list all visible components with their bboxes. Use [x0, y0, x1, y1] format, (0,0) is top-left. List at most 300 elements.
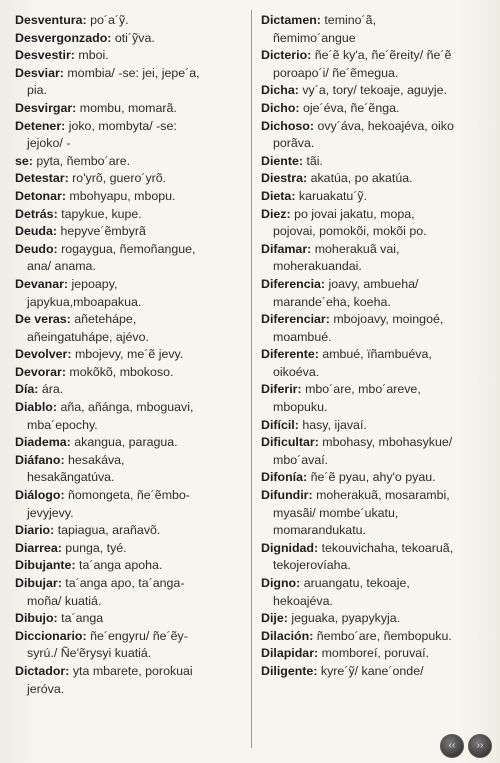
entry-continuation-line — [15, 469, 247, 487]
headword-colon: : — [52, 224, 61, 239]
headword-colon: : — [82, 13, 91, 27]
dictionary-entry — [15, 170, 247, 188]
entry-first-line — [261, 628, 493, 646]
headword-colon: : — [52, 400, 61, 415]
translation: jevyjevy. — [27, 505, 74, 520]
translation: ñembo´are, ñembopuku. — [316, 628, 452, 643]
dictionary-entry — [15, 610, 247, 628]
entry-continuation-line — [15, 505, 247, 523]
entry-continuation-line — [261, 557, 493, 575]
headword-colon: : — [314, 540, 322, 555]
page-navigation — [440, 734, 492, 758]
translation: joko, mombyta/ -se: — [68, 118, 177, 133]
headword: Dilación — [261, 628, 310, 643]
headword: De veras — [15, 312, 67, 327]
headword: Dibujante — [15, 558, 72, 573]
headword: Diez — [261, 206, 287, 221]
headword-colon: : — [60, 488, 69, 503]
entry-first-line — [15, 487, 247, 505]
dictionary-entry — [15, 12, 247, 30]
translation: akatúa, po akatúa. — [310, 171, 413, 186]
dictionary-entry — [261, 575, 493, 610]
entry-first-line — [261, 417, 493, 435]
translation: tapiagua, arañavõ. — [57, 523, 161, 538]
translation: ana/ anama. — [27, 259, 96, 274]
dictionary-entry — [15, 381, 247, 399]
dictionary-entry — [261, 276, 493, 311]
translation: momboreí, poruvaí. — [321, 646, 430, 661]
translation: jeróva. — [27, 681, 65, 696]
dictionary-entry — [261, 170, 493, 188]
translation: oikoéva. — [273, 364, 320, 379]
headword-colon: : — [296, 576, 304, 590]
headword-colon: : — [325, 312, 334, 327]
headword-colon: : — [71, 558, 80, 573]
translation: mba´epochy. — [27, 417, 98, 432]
entry-continuation-line — [261, 294, 493, 312]
translation: ñe´engyru/ ñe´ẽy- — [90, 628, 188, 643]
headword: Desvestir — [15, 48, 71, 63]
translation: tãi. — [306, 153, 323, 168]
entry-first-line — [261, 469, 493, 487]
chevron-right-icon: ›› — [476, 740, 484, 751]
entry-first-line — [15, 276, 247, 294]
translation: moherakuandai. — [273, 259, 362, 274]
dictionary-entry — [15, 241, 247, 276]
entry-continuation-line — [15, 645, 247, 663]
entry-continuation-line — [261, 364, 493, 382]
entry-first-line — [261, 206, 493, 224]
entry-continuation-line — [261, 399, 493, 417]
entry-first-line — [261, 82, 493, 100]
entry-first-line — [261, 487, 493, 505]
headword-colon: : — [66, 312, 75, 327]
headword-colon: : — [307, 241, 315, 256]
entry-continuation-line — [261, 329, 493, 347]
translation: marande´eha, koeha. — [273, 294, 391, 309]
translation: hekoajéva. — [273, 593, 333, 608]
headword: Diadema — [15, 435, 67, 450]
dictionary-entry — [15, 663, 247, 698]
dictionary-entry — [261, 241, 493, 276]
translation: mbohasy, mbohasykue/ — [322, 435, 453, 450]
headword: Diálogo — [15, 488, 61, 503]
headword-colon: : — [286, 206, 295, 221]
headword-colon: : — [61, 188, 70, 203]
headword-colon: : — [308, 488, 317, 503]
headword: Diáfano — [15, 452, 61, 467]
translation: mombu, momarã. — [79, 100, 177, 115]
entry-continuation-line — [261, 223, 493, 241]
headword-colon: : — [320, 276, 329, 291]
entry-continuation-line — [15, 329, 247, 347]
headword-colon: : — [66, 435, 75, 450]
entry-first-line — [15, 346, 247, 364]
dictionary-entry — [15, 540, 247, 558]
entry-first-line — [15, 575, 247, 593]
dictionary-entry — [261, 610, 493, 628]
entry-first-line — [261, 241, 493, 259]
headword: se — [15, 153, 29, 168]
translation: oti´ỹva. — [114, 30, 155, 45]
headword: Detonar — [15, 188, 62, 203]
entry-continuation-line — [261, 65, 493, 83]
translation: moña/ kuatiá. — [27, 593, 102, 608]
entry-first-line — [15, 100, 247, 118]
dictionary-entry — [15, 206, 247, 224]
right-column — [261, 12, 493, 681]
headword-colon: : — [291, 188, 299, 203]
translation: ro'yrõ, guero´yrõ. — [72, 171, 167, 186]
translation: ñomongeta, ñe´ẽmbo- — [68, 488, 190, 503]
entry-first-line — [261, 311, 493, 329]
headword-colon: : — [61, 118, 69, 133]
translation: kyre´ỹ/ kane´onde/ — [320, 663, 424, 678]
dictionary-entry — [15, 188, 247, 206]
headword-colon: : — [64, 171, 73, 186]
translation: jejoko/ - — [27, 136, 71, 151]
headword-colon: : — [70, 48, 79, 63]
dictionary-entry — [261, 417, 493, 435]
dictionary-entry — [15, 346, 247, 364]
headword-colon: : — [314, 347, 323, 362]
translation: japykua,mboapakua. — [27, 294, 142, 309]
headword: Devanar — [15, 276, 64, 291]
entry-first-line — [261, 434, 493, 452]
left-column — [15, 12, 247, 698]
headword-colon: : — [316, 13, 325, 27]
dictionary-entry — [15, 364, 247, 382]
entry-first-line — [261, 540, 493, 558]
translation: jepoapy, — [71, 276, 118, 291]
translation: ñe´ẽ pyau, ahy'o pyau. — [310, 470, 436, 485]
entry-first-line — [15, 170, 247, 188]
entry-first-line — [15, 399, 247, 417]
entry-continuation-line — [261, 522, 493, 540]
entry-continuation-line — [15, 681, 247, 699]
dictionary-entry — [261, 628, 493, 646]
headword: Dilapidar — [261, 646, 315, 661]
entry-first-line — [261, 153, 493, 171]
headword-colon: : — [67, 347, 75, 362]
headword: Dicha — [261, 83, 295, 98]
translation: mbopuku. — [273, 400, 328, 415]
entry-continuation-line — [15, 258, 247, 276]
headword: Devolver — [15, 347, 68, 362]
headword: Dificultar — [261, 435, 315, 450]
headword-colon: : — [53, 241, 62, 256]
translation: po´a´ỹ. — [90, 13, 129, 27]
entry-first-line — [15, 12, 247, 30]
next-page-button[interactable] — [468, 734, 492, 758]
headword-colon: : — [298, 153, 307, 168]
headword-colon: : — [314, 646, 322, 661]
headword-colon: : — [53, 611, 62, 626]
dictionary-entry — [261, 82, 493, 100]
dictionary-entry — [15, 557, 247, 575]
translation: temino´ã, — [324, 13, 377, 27]
dictionary-entry — [15, 434, 247, 452]
headword-colon: : — [307, 48, 315, 63]
entry-first-line — [261, 610, 493, 628]
translation: tekouvichaha, tekoaruã, — [321, 540, 454, 555]
translation: hesakáva, — [68, 452, 125, 467]
translation: joavy, ambueha/ — [328, 276, 419, 291]
headword: Deudo — [15, 241, 54, 256]
translation: ta´anga apo, ta´anga- — [65, 576, 185, 590]
translation: mbojevy, me´ẽ jevy. — [74, 347, 184, 362]
entry-continuation-line — [261, 30, 493, 48]
entry-first-line — [15, 118, 247, 136]
headword: Diablo — [15, 400, 53, 415]
headword: Detrás — [15, 206, 54, 221]
translation: myasãi/ mombe´ukatu, — [273, 505, 399, 520]
entry-continuation-line — [15, 593, 247, 611]
translation: hasy, ijavaí. — [302, 417, 367, 432]
entry-first-line — [15, 30, 247, 48]
headword-colon: : — [294, 83, 303, 98]
headword: Devorar — [15, 364, 62, 379]
headword-colon: : — [295, 100, 303, 115]
headword: Diarrea — [15, 540, 58, 555]
dictionary-entry — [15, 223, 247, 241]
headword: Dije — [261, 611, 284, 626]
translation: mokõkõ, mbokoso. — [69, 364, 174, 379]
headword-colon: : — [303, 470, 311, 485]
headword: Dicho — [261, 100, 296, 115]
headword-colon: : — [28, 153, 37, 168]
entry-first-line — [261, 118, 493, 136]
dictionary-entry — [15, 487, 247, 522]
dictionary-entry — [261, 153, 493, 171]
dictionary-entry — [15, 65, 247, 100]
headword-colon: : — [309, 118, 318, 133]
headword-colon: : — [314, 435, 323, 450]
translation: mbohyapu, mbopu. — [69, 188, 176, 203]
headword: Diferente — [261, 347, 315, 362]
dictionary-entry — [261, 381, 493, 416]
headword-colon: : — [283, 611, 292, 626]
headword-colon: : — [34, 382, 42, 397]
headword-colon: : — [82, 628, 91, 643]
translation: syrú./ Ñe'ẽrysyi kuatiá. — [27, 646, 152, 661]
translation: mbo´are, mbo´areve, — [305, 382, 421, 397]
translation: hesakãngatúva. — [27, 470, 115, 485]
dictionary-entry — [261, 206, 493, 241]
entry-continuation-line — [261, 505, 493, 523]
entry-continuation-line — [15, 294, 247, 312]
translation: mbo´avaí. — [273, 452, 329, 467]
headword: Difamar — [261, 241, 308, 256]
headword: Difícil — [261, 417, 295, 432]
dictionary-entry — [15, 47, 247, 65]
translation: moambué. — [273, 329, 332, 344]
translation: mombia/ -se: jei, jepe´a, — [67, 65, 200, 80]
translation: punga, tyé. — [65, 540, 127, 555]
headword-colon: : — [50, 523, 58, 538]
dictionary-entry — [15, 118, 247, 153]
entry-continuation-line — [15, 417, 247, 435]
dictionary-entry — [15, 399, 247, 434]
translation: karuakatu´ỹ. — [298, 188, 368, 203]
translation: vy´a, tory/ tekoaje, aguyje. — [302, 83, 447, 98]
headword: Diente — [261, 153, 299, 168]
entry-first-line — [15, 47, 247, 65]
translation: jeguaka, pyapykyja. — [291, 611, 401, 626]
headword-colon: : — [107, 30, 115, 45]
translation: pia. — [27, 83, 47, 98]
entry-continuation-line — [261, 258, 493, 276]
translation: añeingatuhápe, ajévo. — [27, 329, 149, 344]
translation: momarandukatu. — [273, 523, 366, 538]
headword-colon: : — [294, 417, 303, 432]
entry-first-line — [15, 65, 247, 83]
headword-colon: : — [57, 540, 66, 555]
entry-first-line — [261, 188, 493, 206]
headword: Diferir — [261, 382, 298, 397]
translation: aruangatu, tekoaje, — [303, 576, 410, 590]
translation: ára. — [41, 382, 64, 397]
headword: Detener — [15, 118, 62, 133]
headword: Detestar — [15, 171, 65, 186]
headword: Digno — [261, 576, 297, 590]
translation: akangua, paragua. — [74, 435, 178, 450]
dictionary-entry — [261, 188, 493, 206]
entry-first-line — [15, 241, 247, 259]
headword: Diestra — [261, 171, 304, 186]
entry-first-line — [15, 557, 247, 575]
dictionary-entry — [261, 346, 493, 381]
translation: po jovai jakatu, mopa, — [294, 206, 415, 221]
entry-first-line — [15, 223, 247, 241]
translation: porãva. — [273, 136, 315, 151]
translation: ñemimo´angue — [273, 30, 356, 45]
entry-first-line — [261, 12, 493, 30]
translation: hepyve´ẽmbyrã — [60, 224, 146, 239]
headword-colon: : — [313, 663, 321, 678]
entry-first-line — [15, 206, 247, 224]
dictionary-entry — [15, 628, 247, 663]
headword-colon: : — [63, 276, 72, 291]
headword: Diligente — [261, 663, 314, 678]
headword-colon: : — [65, 663, 73, 678]
translation: moherakuã vai, — [314, 241, 400, 256]
entry-first-line — [15, 452, 247, 470]
headword: Dibujo — [15, 611, 54, 626]
entry-continuation-line — [261, 452, 493, 470]
entry-first-line — [261, 170, 493, 188]
translation: tekojerovíaha. — [273, 558, 351, 573]
entry-first-line — [261, 663, 493, 681]
translation: ta´anga apoha. — [79, 558, 163, 573]
entry-first-line — [261, 645, 493, 663]
entry-continuation-line — [261, 135, 493, 153]
entry-first-line — [15, 188, 247, 206]
headword: Difonía — [261, 470, 303, 485]
dictionary-entry — [15, 100, 247, 118]
entry-first-line — [15, 628, 247, 646]
dictionary-entry — [261, 487, 493, 540]
dictionary-entry — [15, 575, 247, 610]
dictionary-entry — [15, 311, 247, 346]
translation: aña, añánga, mboguavi, — [60, 400, 194, 415]
entry-continuation-line — [15, 135, 247, 153]
headword: Dichoso — [261, 118, 310, 133]
headword-colon: : — [303, 171, 311, 186]
headword-colon: : — [60, 452, 69, 467]
translation: yta mbarete, porokuai — [72, 663, 193, 678]
entry-first-line — [261, 346, 493, 364]
headword: Desviar — [15, 65, 60, 80]
entry-continuation-line — [15, 82, 247, 100]
headword: Dignidad — [261, 540, 314, 555]
dictionary-entry — [261, 12, 493, 47]
headword: Deuda — [15, 224, 53, 239]
headword: Diccionario — [15, 628, 83, 643]
translation: mboi. — [78, 48, 109, 63]
dictionary-entry — [261, 311, 493, 346]
headword-colon: : — [72, 100, 80, 115]
entry-first-line — [15, 540, 247, 558]
column-divider — [251, 10, 252, 748]
headword-colon: : — [61, 364, 70, 379]
dictionary-entry — [15, 452, 247, 487]
dictionary-entry — [261, 434, 493, 469]
translation: ta´anga — [61, 611, 104, 626]
dictionary-entry — [261, 663, 493, 681]
translation: moherakuã, mosarambi, — [316, 488, 450, 503]
dictionary-entry — [261, 469, 493, 487]
dictionary-entry — [261, 645, 493, 663]
dictionary-entry — [15, 153, 247, 171]
translation: mbojoavy, moingoé, — [333, 312, 444, 327]
headword: Desvirgar — [15, 100, 73, 115]
headword: Diario — [15, 523, 51, 538]
dictionary-entry — [261, 540, 493, 575]
headword: Dibujar — [15, 576, 58, 590]
entry-first-line — [261, 381, 493, 399]
translation: poroapo´i/ ñe´ẽmegua. — [273, 65, 399, 80]
entry-first-line — [15, 663, 247, 681]
entry-continuation-line — [261, 593, 493, 611]
entry-first-line — [15, 381, 247, 399]
headword-colon: : — [297, 382, 306, 397]
headword: Desventura — [15, 13, 83, 27]
entry-first-line — [15, 434, 247, 452]
headword-colon: : — [309, 628, 317, 643]
translation: ovy´áva, hekoajéva, oiko — [317, 118, 454, 133]
entry-first-line — [15, 311, 247, 329]
headword: Día — [15, 382, 35, 397]
headword: Diferencia — [261, 276, 321, 291]
translation: tapykue, kupe. — [61, 206, 142, 221]
headword: Diferenciar — [261, 312, 326, 327]
entry-first-line — [15, 522, 247, 540]
headword: Desvergonzado — [15, 30, 108, 45]
entry-first-line — [15, 364, 247, 382]
headword-colon: : — [53, 206, 62, 221]
previous-page-button[interactable] — [440, 734, 464, 758]
translation: añetehápe, — [74, 312, 137, 327]
entry-first-line — [261, 47, 493, 65]
headword: Dictamen — [261, 13, 317, 27]
headword-colon: : — [59, 65, 68, 80]
headword-colon: : — [57, 576, 66, 590]
headword: Dictador — [15, 663, 66, 678]
translation: oje´éva, ñe´ẽnga. — [303, 100, 400, 115]
dictionary-entry — [261, 100, 493, 118]
dictionary-entry — [15, 30, 247, 48]
